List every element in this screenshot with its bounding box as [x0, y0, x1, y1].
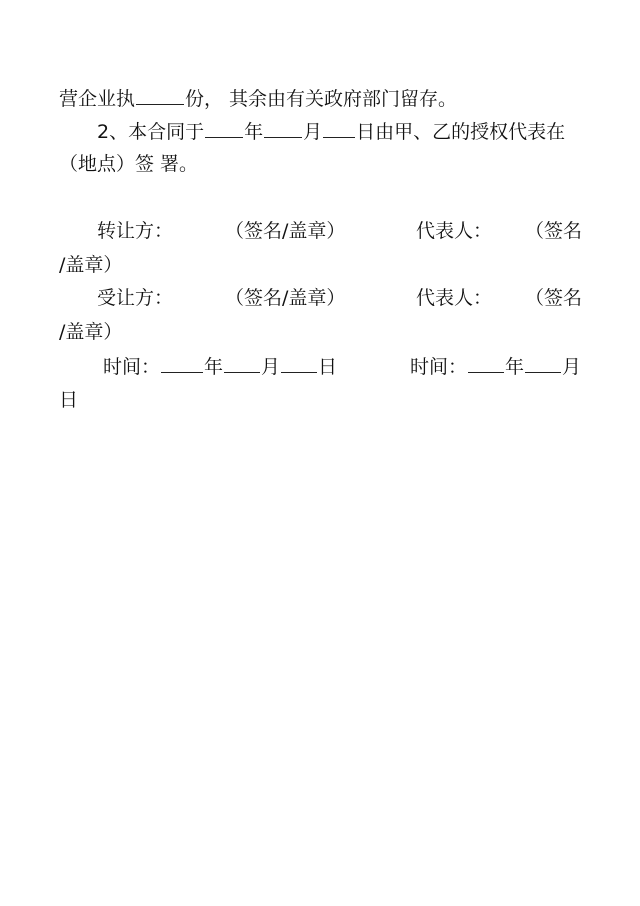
paragraph-line-3 [59, 152, 589, 176]
blank-day [323, 119, 355, 138]
text-month-1: 月 [261, 356, 281, 378]
text-contract-at: 2、本合同于 [97, 121, 205, 143]
signature-row-transferee-cont [59, 320, 589, 344]
label-transferor: 转让方： [97, 220, 174, 242]
label-transferee: 受让方： [97, 287, 174, 309]
date-block-2 [410, 354, 581, 379]
text-copies-rest: 份， 其余由有关政府部门留存。 [185, 88, 458, 110]
text-operating-enterprise: 营企业执 [59, 88, 136, 110]
text-seal-cont-2: /盖章） [59, 321, 123, 343]
paragraph-line-2 [97, 119, 627, 144]
text-seal-cont-1: /盖章） [59, 254, 123, 276]
text-sign-short-2: （签名 [525, 287, 583, 309]
label-representative-2: 代表人： [416, 287, 493, 309]
text-year-2: 年 [505, 356, 525, 378]
text-year-1: 年 [204, 356, 224, 378]
text-year: 年 [244, 121, 264, 143]
label-time-2: 时间： [410, 356, 468, 378]
signature-row-transferor-cont [59, 253, 589, 277]
date-block-1 [103, 354, 337, 379]
label-representative-1: 代表人： [416, 220, 493, 242]
date-row-cont [59, 388, 589, 412]
blank-day-1 [281, 354, 317, 373]
label-time-1: 时间： [103, 356, 161, 378]
blank-year-1 [161, 354, 203, 373]
paragraph-line-1 [59, 86, 589, 111]
blank-year [205, 119, 243, 138]
blank-year-2 [468, 354, 504, 373]
text-sign-short-1: （签名 [525, 220, 583, 242]
text-sign-seal-2: （签名/盖章） [225, 287, 346, 309]
blank-month-1 [224, 354, 260, 373]
blank-copies [136, 86, 184, 105]
text-month: 月 [303, 121, 323, 143]
text-month-2: 月 [562, 356, 582, 378]
text-location-sign: （地点）签 署。 [59, 153, 199, 175]
text-day-1: 日 [318, 356, 338, 378]
text-sign-seal-1: （签名/盖章） [225, 220, 346, 242]
blank-month-2 [525, 354, 561, 373]
text-day-2: 日 [59, 389, 79, 411]
blank-month [264, 119, 302, 138]
text-day-rest: 日由甲、乙的授权代表在 [356, 121, 566, 143]
